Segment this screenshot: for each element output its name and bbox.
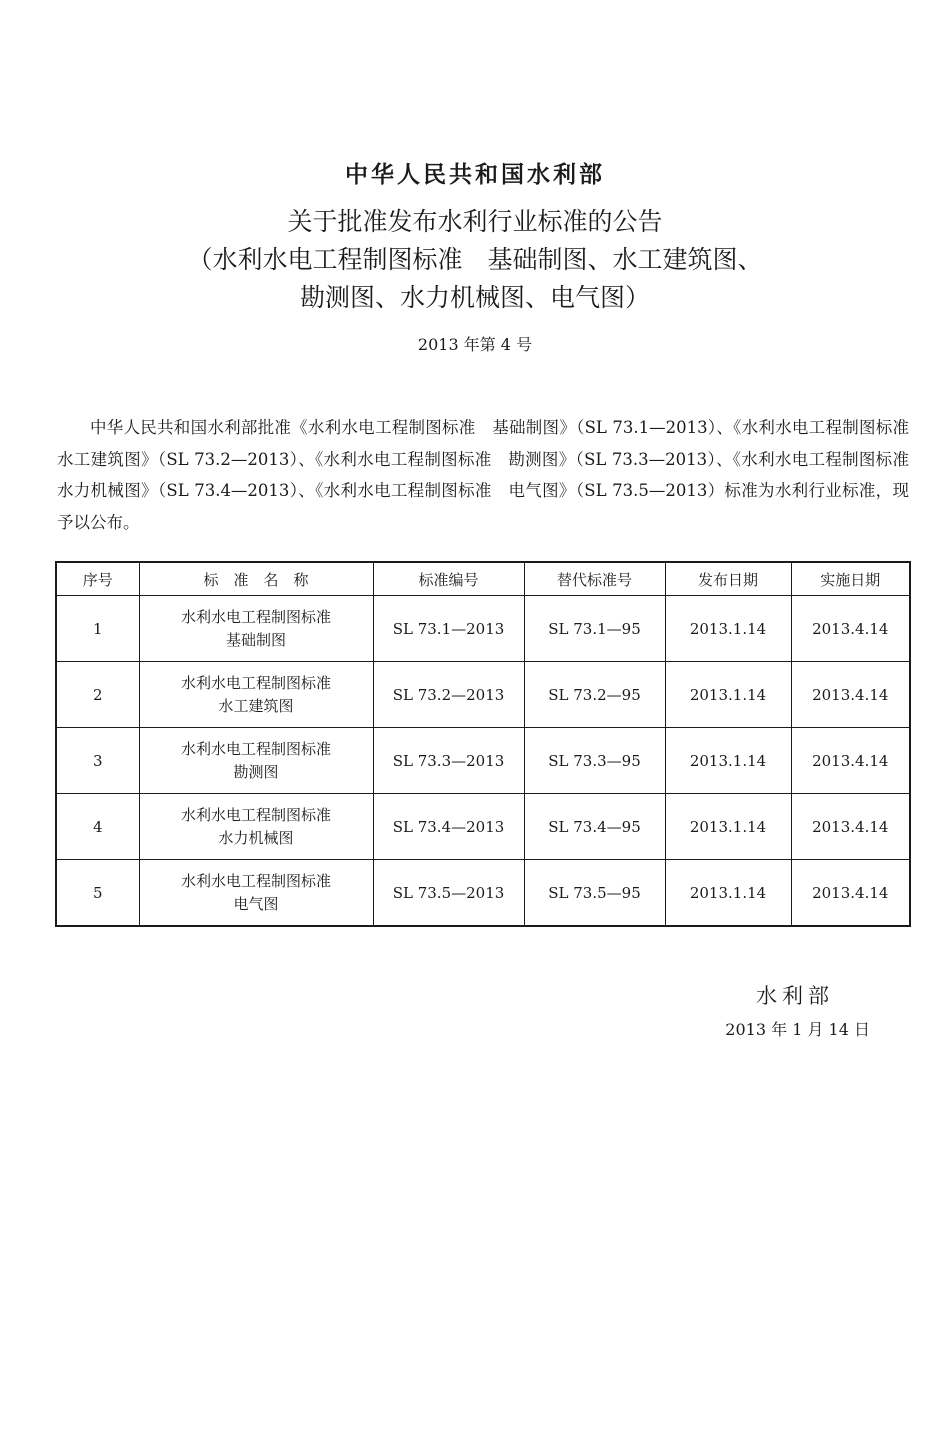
announcement-body: 中华人民共和国水利部批准《水利水电工程制图标准 基础制图》（SL 73.1—2013）、《水利水电工程制图标准 水工建筑图》（SL 73.2—2013）、《水利水电工程制图标准 勘测图》（SL 73.3—2013）、《水利水电工程制图标准 水力机械图》（SL 73.4—2013）、《水利水电工程制图标准 电气图》（SL 73.5—2013）标准为水利行业标准，现予以公布。 bbox=[57, 418, 926, 532]
announcement-title: 关于批准发布水利行业标准的公告 bbox=[287, 207, 663, 236]
name-line-1: 水利水电工程制图标准 bbox=[180, 607, 331, 626]
cell-no: 2 bbox=[56, 662, 139, 728]
table-row bbox=[56, 662, 910, 728]
table-header-row bbox=[56, 562, 910, 596]
cell-effective: 2013.4.14 bbox=[791, 596, 910, 662]
cell-issued: 2013.1.14 bbox=[665, 662, 791, 728]
name-line-2: 水力机械图 bbox=[218, 828, 294, 847]
cell-replaces: SL 73.3—95 bbox=[524, 728, 665, 794]
header-cell: 标准编号 bbox=[373, 562, 524, 596]
header-cell: 发布日期 bbox=[665, 562, 791, 596]
document-number: 2013 年第 4 号 bbox=[417, 335, 533, 354]
cell-no: 3 bbox=[56, 728, 139, 794]
cell-code: SL 73.1—2013 bbox=[373, 596, 524, 662]
cell-name bbox=[139, 794, 373, 860]
name-line-2: 水工建筑图 bbox=[218, 696, 294, 715]
announcement-subtitle-line-1: （水利水电工程制图标准 基础制图、水工建筑图、 bbox=[187, 245, 763, 274]
cell-name bbox=[139, 596, 373, 662]
cell-no: 1 bbox=[56, 596, 139, 662]
cell-effective: 2013.4.14 bbox=[791, 662, 910, 728]
cell-name bbox=[139, 662, 373, 728]
header-cell: 标 准 名 称 bbox=[139, 562, 373, 596]
cell-code: SL 73.5—2013 bbox=[373, 860, 524, 927]
header-cell: 序号 bbox=[56, 562, 139, 596]
cell-replaces: SL 73.1—95 bbox=[524, 596, 665, 662]
table-row bbox=[56, 728, 910, 794]
cell-replaces: SL 73.5—95 bbox=[524, 860, 665, 927]
table-row bbox=[56, 794, 910, 860]
table-row bbox=[56, 860, 910, 927]
header-cell: 实施日期 bbox=[791, 562, 910, 596]
name-line-1: 水利水电工程制图标准 bbox=[180, 871, 331, 890]
cell-issued: 2013.1.14 bbox=[665, 728, 791, 794]
cell-name bbox=[139, 860, 373, 927]
signature-date: 2013 年 1 月 14 日 bbox=[725, 1020, 870, 1039]
cell-code: SL 73.3—2013 bbox=[373, 728, 524, 794]
signature-organization: 水利部 bbox=[756, 984, 834, 1008]
name-line-2: 基础制图 bbox=[225, 630, 286, 649]
cell-issued: 2013.1.14 bbox=[665, 860, 791, 927]
header-cell: 替代标准号 bbox=[524, 562, 665, 596]
cell-issued: 2013.1.14 bbox=[665, 596, 791, 662]
cell-code: SL 73.4—2013 bbox=[373, 794, 524, 860]
table-row bbox=[56, 596, 910, 662]
cell-no: 5 bbox=[56, 860, 139, 927]
issuing-ministry: 中华人民共和国水利部 bbox=[345, 162, 605, 188]
name-line-2: 电气图 bbox=[233, 894, 279, 913]
cell-issued: 2013.1.14 bbox=[665, 794, 791, 860]
cell-name bbox=[139, 728, 373, 794]
name-line-1: 水利水电工程制图标准 bbox=[180, 739, 331, 758]
cell-effective: 2013.4.14 bbox=[791, 860, 910, 927]
name-line-2: 勘测图 bbox=[233, 762, 279, 781]
cell-no: 4 bbox=[56, 794, 139, 860]
name-line-1: 水利水电工程制图标准 bbox=[180, 673, 331, 692]
cell-effective: 2013.4.14 bbox=[791, 728, 910, 794]
cell-replaces: SL 73.4—95 bbox=[524, 794, 665, 860]
cell-effective: 2013.4.14 bbox=[791, 794, 910, 860]
standards-table bbox=[55, 561, 911, 927]
name-line-1: 水利水电工程制图标准 bbox=[180, 805, 331, 824]
cell-replaces: SL 73.2—95 bbox=[524, 662, 665, 728]
announcement-subtitle-line-2: 勘测图、水力机械图、电气图） bbox=[299, 283, 650, 312]
cell-code: SL 73.2—2013 bbox=[373, 662, 524, 728]
